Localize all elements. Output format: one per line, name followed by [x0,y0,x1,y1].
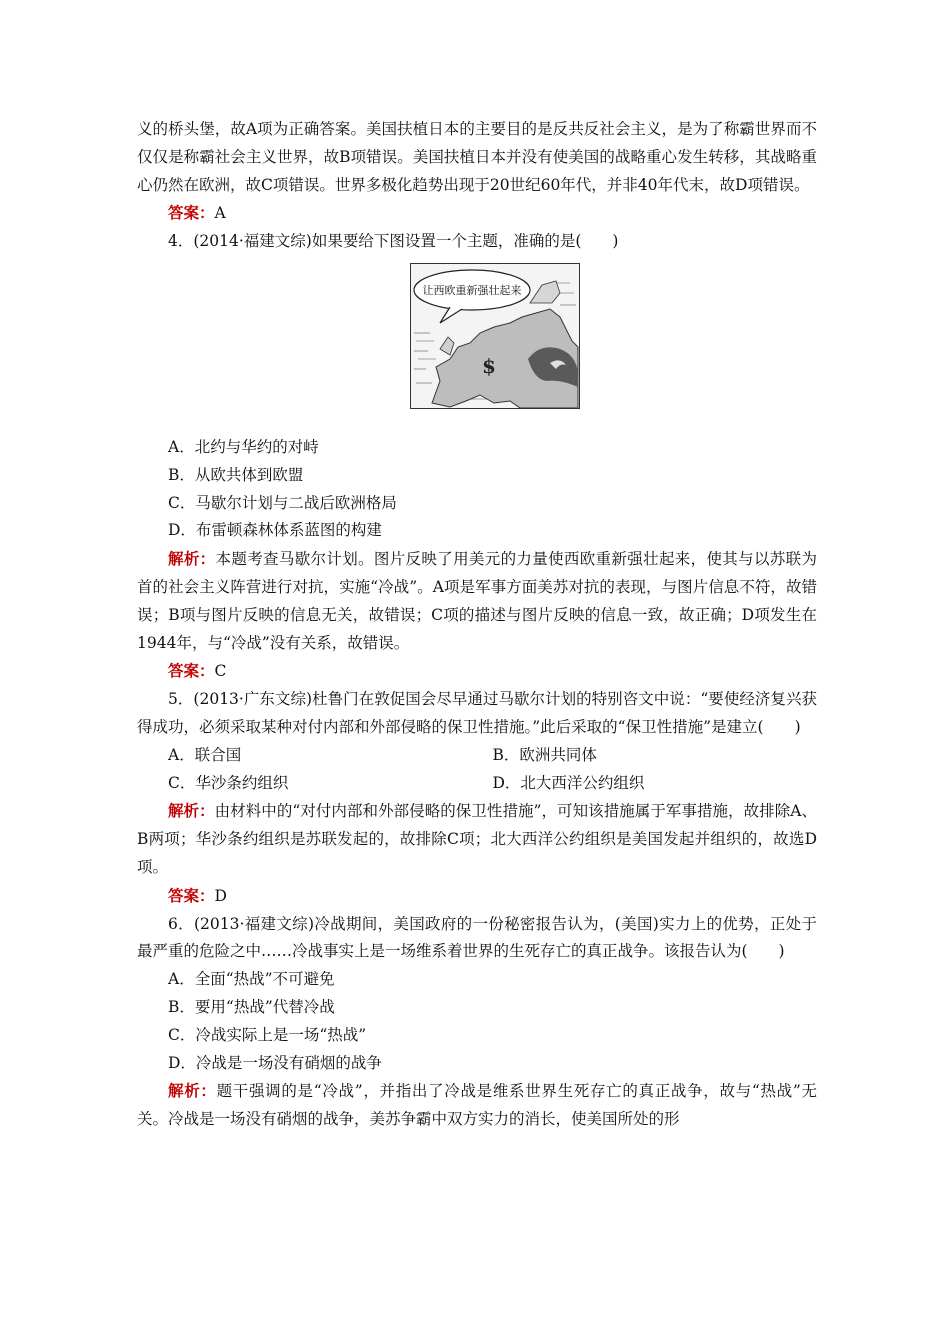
q5-options-row-2 [137,770,817,798]
q6-analysis [137,1077,817,1134]
answer-value: D [214,886,227,905]
answer-label: 答案： [168,885,215,905]
q4-stem: 4．(2014·福建文综)如果要给下图设置一个主题，准确的是( ) [168,232,619,251]
q4-figure-area [137,256,817,434]
q5-answer [137,882,817,911]
q5-option-d: D．北大西洋公约组织 [492,773,645,792]
answer-label: 答案： [168,661,215,681]
q5-option-a: A．联合国 [168,745,242,764]
q4-analysis [137,545,817,657]
analysis-label: 解析： [168,801,215,821]
speech-bubble-text: 让西欧重新强壮起来 [422,283,522,297]
analysis-text: 由材料中的“对付内部和外部侵略的保卫性措施”，可知该措施属于军事措施，故排除A、B两项；华沙条约组织是苏联发起的，故排除C项；北大西洋公约组织是美国发起并组织的，故选D项。 [137,802,817,876]
analysis-label: 解析： [168,1081,217,1101]
document-page [137,116,817,1134]
q4-answer [137,657,817,686]
q5-option-b: B．欧洲共同体 [492,745,597,764]
cartoon-map-figure [410,263,580,409]
q6-option-c: C．冷战实际上是一场“热战” [168,1025,367,1044]
q3-answer [137,199,817,228]
q5-options-row-1 [137,742,817,770]
analysis-text: 本题考查马歇尔计划。图片反映了用美元的力量使西欧重新强壮起来，使其与以苏联为首的社会主义阵营进行对抗，实施“冷战”。A项是军事方面美苏对抗的表现，与图片信息不符，故错误；B项与图片反映的信息无关，故错误；C项的描述与图片反映的信息一致，故正确；D项发生在1944年，与“冷战”没有关系，故错误。 [137,550,817,652]
q4-option-d: D．布雷顿森林体系蓝图的构建 [168,521,382,540]
dollar-symbol: $ [482,353,496,378]
analysis-label: 解析： [168,549,216,569]
answer-label: 答案： [168,203,215,223]
q4-option-a: A．北约与华约的对峙 [168,437,319,456]
q6-option-b: B．要用“热战”代替冷战 [168,997,335,1016]
q5-stem: 5．(2013·广东文综)杜鲁门在敦促国会尽早通过马歇尔计划的特别咨文中说：“要使经济复兴获得成功，必须采取某种对付内部和外部侵略的保卫性措施。”此后采取的“保卫性措施”是建立( ) [137,690,817,736]
q6-stem: 6．(2013·福建文综)冷战期间，美国政府的一份秘密报告认为，(美国)实力上的优势，正处于最严重的危险之中……冷战事实上是一场维系着世界的生死存亡的真正战争。该报告认为( ) [137,914,817,961]
q5-analysis [137,797,817,881]
q6-option-a: A．全面“热战”不可避免 [168,970,335,989]
q5-option-c: C．华沙条约组织 [168,773,289,792]
q4-option-c: C．马歇尔计划与二战后欧洲格局 [168,493,397,512]
q6-option-d: D．冷战是一场没有硝烟的战争 [168,1053,382,1072]
q3-analysis-continued: 义的桥头堡，故A项为正确答案。美国扶植日本的主要目的是反共反社会主义，是为了称霸世界而不仅仅是称霸社会主义世界，故B项错误。美国扶植日本并没有使美国的战略重心发生转移，其战略重心仍然在欧洲，故C项错误。世界多极化趋势出现于20世纪60年代，并非40年代末，故D项错误。 [137,120,817,194]
analysis-text: 题干强调的是“冷战”，并指出了冷战是维系世界生死存亡的真正战争，故与“热战”无关。冷战是一场没有硝烟的战争，美苏争霸中双方实力的消长，使美国所处的形 [137,1082,817,1129]
answer-value: C [214,662,227,681]
answer-value: A [214,204,226,223]
q4-option-b: B．从欧共体到欧盟 [168,465,304,484]
